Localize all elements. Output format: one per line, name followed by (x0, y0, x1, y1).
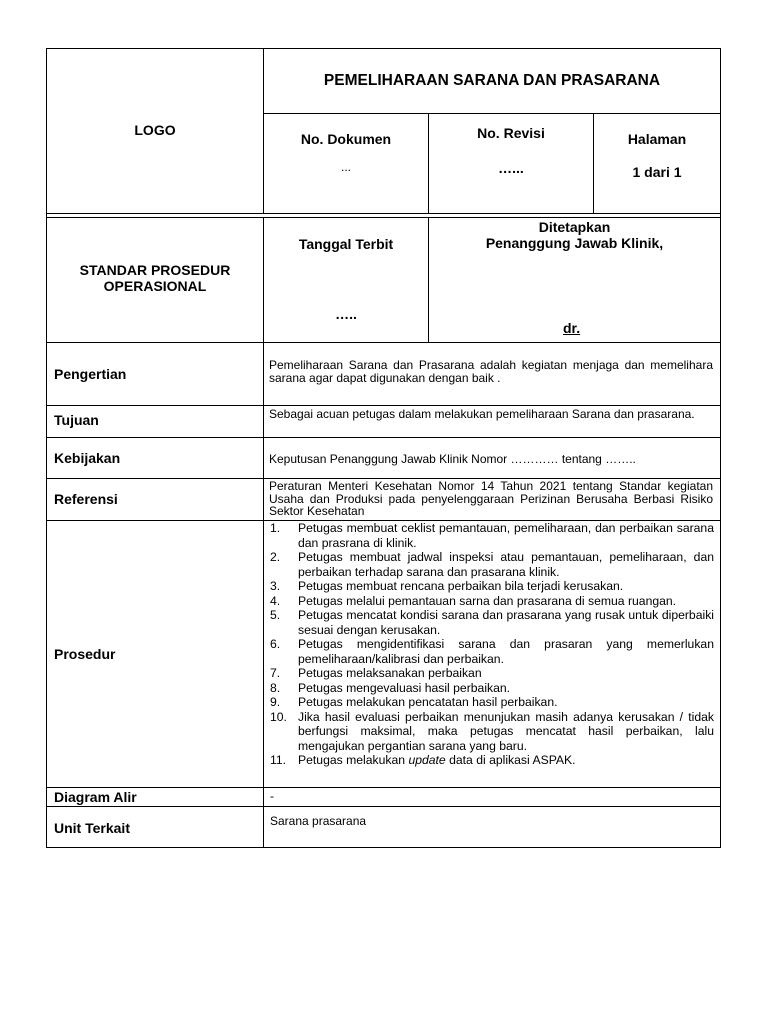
halaman-value: 1 dari 1 (632, 164, 682, 180)
prosedur-step: 7. Petugas melaksanakan perbaikan (270, 666, 482, 680)
prosedur-step: 4. Petugas melalui pemantauan sarna dan prasarana di semua ruangan. (270, 593, 677, 608)
prosedur-step: 2. Petugas membuat jadwal inspeksi atau pemantauan, pemeliharaan, dan perbaikan terhadap sarana dan prasarana klinik. (270, 550, 714, 579)
prosedur-label: Prosedur (54, 646, 116, 662)
logo-placeholder: LOGO (134, 122, 176, 138)
sop-label-line2: OPERASIONAL (103, 278, 207, 294)
separator-line (46, 213, 721, 214)
prosedur-step: 5. Petugas mencatat kondisi sarana dan prasarana yang rusak untuk diperbaiki sesuai dengan kerusakan. (270, 608, 714, 637)
pengertian-text: Pemeliharaan Sarana dan Prasarana adalah kegiatan menjaga dan memelihara sarana agar dapat digunakan dengan baik . (269, 358, 713, 385)
prosedur-step: 6. Petugas mengidentifikasi sarana dan prasaran yang memerlukan pemeliharaan/kalibrasi dan perbaikan. (270, 637, 714, 666)
document-title: PEMELIHARAAN SARANA DAN PRASARANA (323, 72, 661, 89)
no-dokumen-label: No. Dokumen (300, 131, 392, 147)
unit-text: Sarana prasarana (270, 814, 367, 828)
tujuan-text: Sebagai acuan petugas dalam melakukan pemeliharaan Sarana dan prasarana. (269, 407, 695, 421)
kebijakan-label: Kebijakan (54, 450, 121, 466)
halaman-label: Halaman (627, 131, 687, 147)
no-dokumen-value: ... (340, 160, 351, 174)
tanggal-terbit-label: Tanggal Terbit (298, 236, 394, 252)
prosedur-step: 3. Petugas membuat rencana perbaikan bila terjadi kerusakan. (270, 579, 624, 593)
no-revisi-value: …... (498, 160, 524, 176)
prosedur-step: 8. Petugas mengevaluasi hasil perbaikan. (270, 680, 511, 695)
referensi-label: Referensi (54, 491, 118, 507)
diagram-text: - (270, 789, 274, 803)
prosedur-step: 11. Petugas melakukan update data di aplikasi ASPAK. (270, 753, 576, 767)
referensi-text: Peraturan Menteri Kesehatan Nomor 14 Tahun 2021 tentang Standar kegiatan Usaha dan Produksi pada penyelenggaraan Perizinan Berusaha Berbasi Risiko Sektor Kesehatan (269, 479, 713, 518)
pengertian-label: Pengertian (54, 366, 127, 382)
diagram-label: Diagram Alir (54, 789, 137, 805)
ditetapkan-line1: Ditetapkan (538, 219, 611, 235)
prosedur-step: 1. Petugas membuat ceklist pemantauan, pemeliharaan, dan perbaikan sarana dan prasrana di klinik. (270, 521, 714, 550)
prosedur-steps (268, 521, 714, 768)
tanggal-terbit-value: ….. (335, 306, 357, 322)
tujuan-label: Tujuan (54, 412, 99, 428)
kebijakan-text: Keputusan Penanggung Jawab Klinik Nomor ………… tentang …….. (269, 452, 636, 466)
prosedur-step: 9. Petugas melakukan pencatatan hasil perbaikan. (270, 695, 558, 709)
signatory-name: dr. (563, 320, 581, 336)
sop-label-line1: STANDAR PROSEDUR (79, 262, 231, 278)
no-revisi-label: No. Revisi (477, 125, 545, 141)
unit-label: Unit Terkait (54, 820, 130, 836)
diagram-content-cell (263, 787, 721, 807)
ditetapkan-line2: Penanggung Jawab Klinik, (485, 235, 664, 251)
prosedur-step: 10. Jika hasil evaluasi perbaikan menunjukan masih adanya kerusakan / tidak berfungsi maksimal, maka petugas mencatat hasil perbaikan, lalu mengajukan pergantian sarana yang baru. (270, 709, 714, 753)
